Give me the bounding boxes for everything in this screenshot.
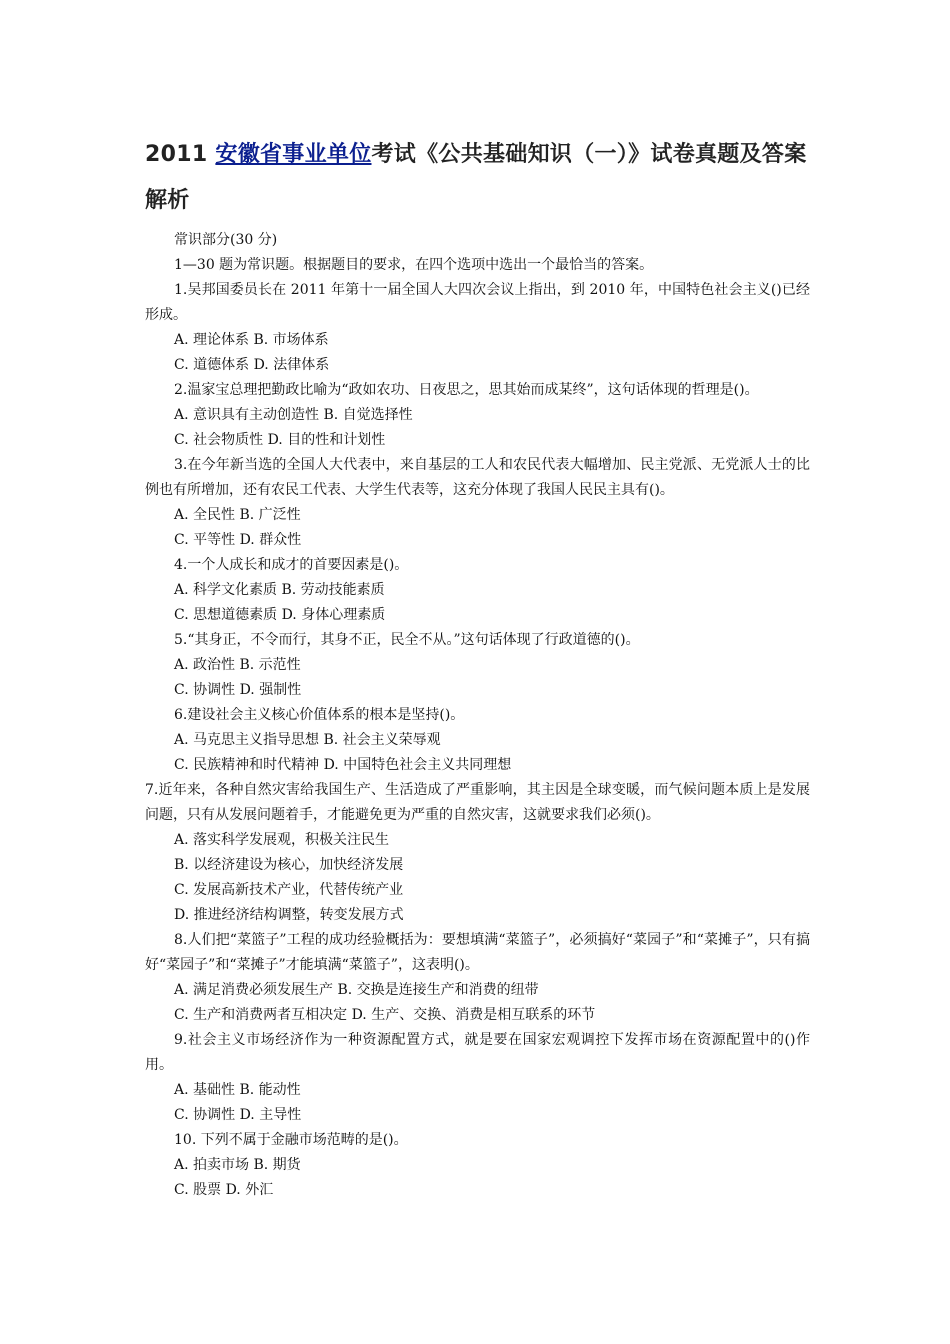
question-10-options-ab: A. 拍卖市场 B. 期货 (174, 1157, 301, 1173)
question-7: 7.近年来，各种自然灾害给我国生产、生活造成了严重影响，其主因是全球变暖，而气候问题本质上是发展问题，只有从发展问题着手，才能避免更为严重的自然灾害，这就要求我们必须()。 (145, 782, 810, 823)
question-4-options-ab: A. 科学文化素质 B. 劳动技能素质 (174, 582, 385, 598)
question-8-options-cd: C. 生产和消费两者互相决定 D. 生产、交换、消费是相互联系的环节 (174, 1007, 596, 1023)
instructions: 1—30 题为常识题。根据题目的要求，在四个选项中选出一个最恰当的答案。 (174, 257, 654, 273)
question-8-options-ab: A. 满足消费必须发展生产 B. 交换是连接生产和消费的纽带 (174, 982, 539, 998)
question-7-option-c: C. 发展高新技术产业，代替传统产业 (174, 882, 404, 898)
title-year: 2011 (145, 142, 216, 167)
question-3-options-ab: A. 全民性 B. 广泛性 (174, 507, 301, 523)
question-1-options-ab: A. 理论体系 B. 市场体系 (174, 332, 329, 348)
question-5-options-ab: A. 政治性 B. 示范性 (174, 657, 301, 673)
question-5-options-cd: C. 协调性 D. 强制性 (174, 682, 302, 698)
document-body (145, 132, 810, 1203)
question-7-option-b: B. 以经济建设为核心，加快经济发展 (174, 857, 404, 873)
title-link[interactable]: 安徽省事业单位 (215, 142, 372, 167)
page-title (145, 132, 810, 224)
question-1: 1.吴邦国委员长在 2011 年第十一届全国人大四次会议上指出，到 2010 年，中国特色社会主义()已经形成。 (145, 282, 810, 323)
question-4-options-cd: C. 思想道德素质 D. 身体心理素质 (174, 607, 386, 623)
question-10-options-cd: C. 股票 D. 外汇 (174, 1182, 274, 1198)
question-6-options-ab: A. 马克思主义指导思想 B. 社会主义荣辱观 (174, 732, 441, 748)
question-6: 6.建设社会主义核心价值体系的根本是坚持()。 (174, 707, 465, 723)
question-1-options-cd: C. 道德体系 D. 法律体系 (174, 357, 330, 373)
question-2: 2.温家宝总理把勤政比喻为“政如农功、日夜思之，思其始而成某终”，这句话体现的哲理是()。 (174, 382, 759, 398)
question-5: 5.“其身正，不令而行，其身不正，民全不从。”这句话体现了行政道德的()。 (174, 632, 640, 648)
question-7-option-d: D. 推进经济结构调整，转变发展方式 (174, 907, 404, 923)
question-3: 3.在今年新当选的全国人大代表中，来自基层的工人和农民代表大幅增加、民主党派、无党派人士的比例也有所增加，还有农民工代表、大学生代表等，这充分体现了我国人民民主具有()。 (145, 457, 810, 498)
question-2-options-cd: C. 社会物质性 D. 目的性和计划性 (174, 432, 386, 448)
question-3-options-cd: C. 平等性 D. 群众性 (174, 532, 302, 548)
question-6-options-cd: C. 民族精神和时代精神 D. 中国特色社会主义共同理想 (174, 757, 512, 773)
title-rest: 考试《公共基础知识（一）》试卷真题及答案解析 (145, 142, 807, 213)
question-8: 8.人们把“菜篮子”工程的成功经验概括为：要想填满“菜篮子”，必须搞好“菜园子”和“菜摊子”，只有搞好“菜园子”和“菜摊子”才能填满“菜篮子”，这表明()。 (145, 932, 810, 973)
question-7-option-a: A. 落实科学发展观，积极关注民生 (174, 832, 390, 848)
question-4: 4.一个人成长和成才的首要因素是()。 (174, 557, 409, 573)
question-9: 9.社会主义市场经济作为一种资源配置方式，就是要在国家宏观调控下发挥市场在资源配置中的()作用。 (145, 1032, 810, 1073)
question-9-options-cd: C. 协调性 D. 主导性 (174, 1107, 302, 1123)
section-heading: 常识部分(30 分) (174, 232, 278, 248)
question-2-options-ab: A. 意识具有主动创造性 B. 自觉选择性 (174, 407, 413, 423)
question-9-options-ab: A. 基础性 B. 能动性 (174, 1082, 301, 1098)
question-10: 10. 下列不属于金融市场范畴的是()。 (174, 1132, 408, 1148)
